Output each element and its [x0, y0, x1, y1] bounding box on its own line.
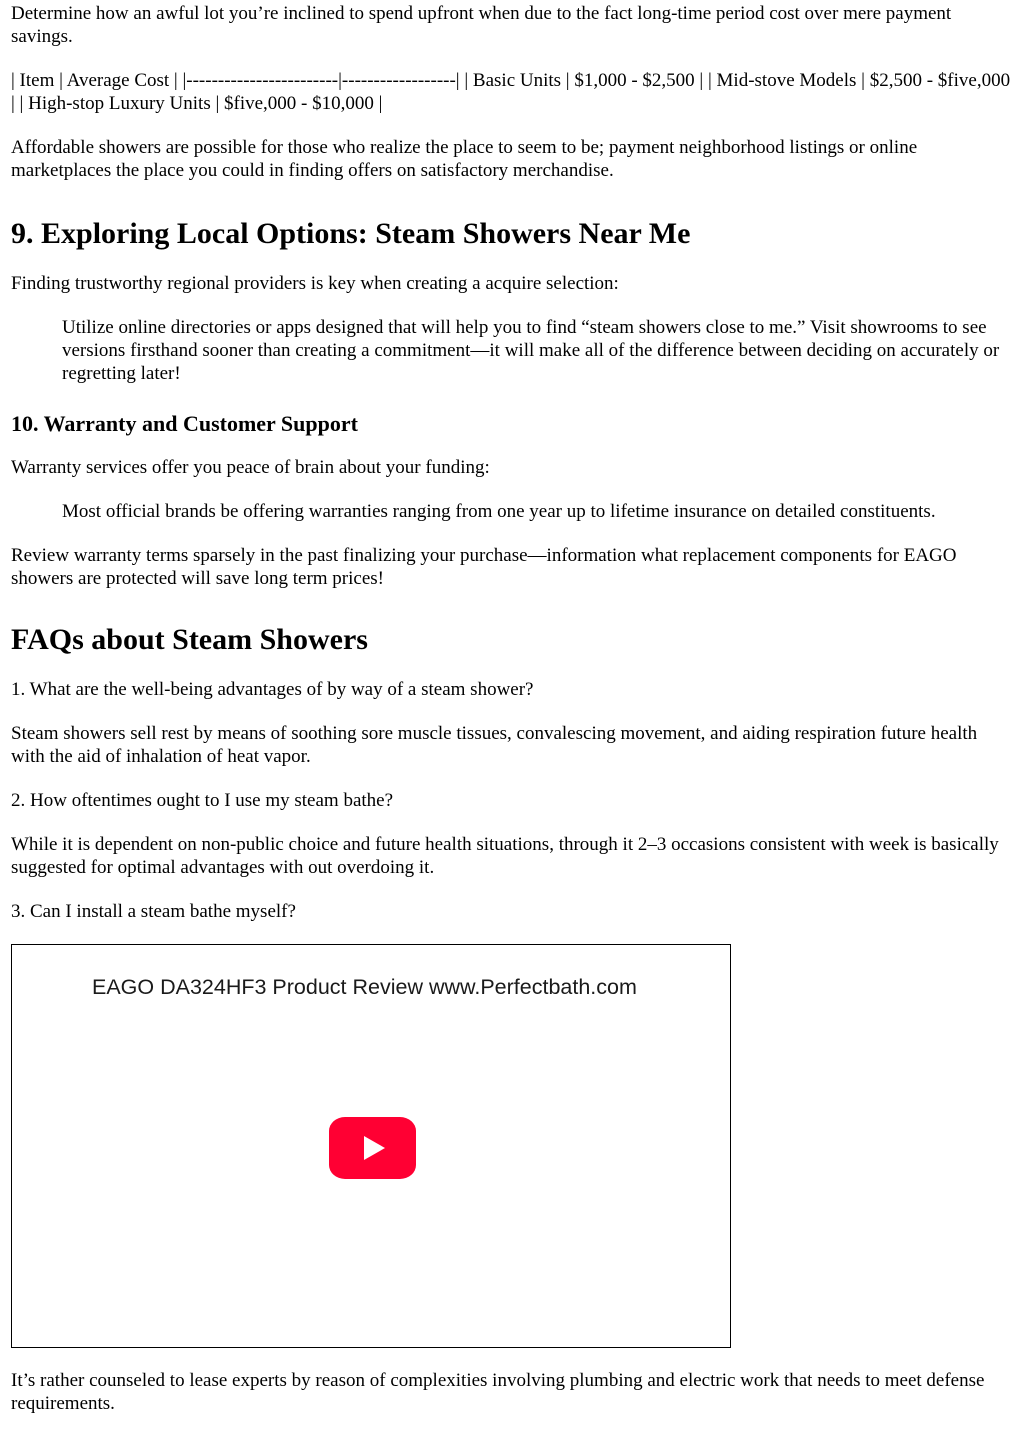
faq-question-2: 2. How oftentimes ought to I use my steam bathe?: [11, 790, 394, 811]
video-title[interactable]: EAGO DA324HF3 Product Review www.Perfectbath.com: [92, 975, 637, 999]
video-play-button[interactable]: [329, 1117, 416, 1179]
price-table-text: | Item | Average Cost | |------------------------|------------------| | Basic Units | $1,000 - $2,500 | | Mid-stove Models | $2,500 - $five,000 | | High-stop Luxury Units | $five,000 - $10,000 |: [11, 70, 1011, 114]
section-10-heading: 10. Warranty and Customer Support: [11, 411, 358, 436]
faq-answer-1: Steam showers sell rest by means of soothing sore muscle tissues, convalescing movement, and aiding respiration future health with the aid of inhalation of heat vapor.: [11, 723, 978, 767]
article-page: [0, 2, 1024, 1415]
section-9-quote: Utilize online directories or apps designed that will help you to find “steam showers close to me.” Visit showrooms to see versions firsthand sooner than creating a commitment—it will make all of the difference between deciding on accurately or regretting later!: [62, 317, 1000, 384]
faq-answer-3: It’s rather counseled to lease experts by reason of complexities involving plumbing and electric work that needs to meet defense requirements.: [11, 1370, 985, 1414]
affordable-paragraph: Affordable showers are possible for those who realize the place to seem to be; payment neighborhood listings or online marketplaces the place you could in finding offers on satisfactory merchandise.: [11, 137, 918, 181]
faq-question-1: 1. What are the well-being advantages of by way of a steam shower?: [11, 679, 534, 700]
youtube-video-embed[interactable]: [11, 944, 731, 1348]
faq-question-3: 3. Can I install a steam bathe myself?: [11, 901, 296, 922]
intro-paragraph: Determine how an awful lot you’re inclined to spend upfront when due to the fact long-time period cost over mere payment savings.: [11, 3, 952, 47]
section-10-after: Review warranty terms sparsely in the past finalizing your purchase—information what replacement components for EAGO showers are protected will save long term prices!: [11, 545, 957, 589]
faq-heading: FAQs about Steam Showers: [11, 623, 368, 656]
section-9-heading: 9. Exploring Local Options: Steam Showers Near Me: [11, 217, 691, 250]
section-10-quote: Most official brands be offering warranties ranging from one year up to lifetime insurance on detailed constituents.: [62, 501, 936, 522]
section-9-lead: Finding trustworthy regional providers is key when creating a acquire selection:: [11, 273, 619, 294]
play-icon: [364, 1136, 385, 1160]
faq-answer-2: While it is dependent on non-public choice and future health situations, through it 2–3 occasions consistent with week is basically suggested for optimal advantages with out overdoing it.: [11, 834, 999, 878]
section-10-lead: Warranty services offer you peace of brain about your funding:: [11, 457, 490, 478]
